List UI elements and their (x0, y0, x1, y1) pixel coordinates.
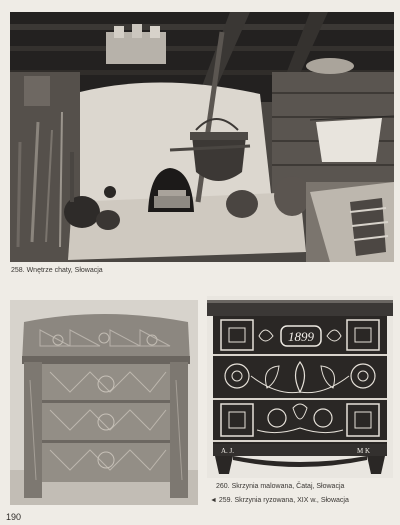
chest-year-inscription: 1899 (288, 329, 314, 344)
photo-cottage-interior (10, 12, 394, 262)
page-number: 190 (6, 512, 22, 522)
photo-carved-chest (10, 300, 198, 505)
caption-figure-259-text: 259. Skrzynia ryzowana, XIX w., Słowacja (218, 497, 349, 504)
photo-painted-chest (207, 296, 393, 478)
left-pointing-triangle-icon: ◄ (210, 497, 217, 504)
caption-figure-258: 258. Wnętrze chaty, Słowacja (11, 267, 103, 274)
caption-figure-259 (210, 496, 349, 505)
chest-initials-right: M K (357, 447, 371, 455)
chest-initials-left: A. J. (221, 447, 235, 455)
caption-figure-260: 260. Skrzynia malowana, Čataj, Słowacja (216, 483, 345, 490)
